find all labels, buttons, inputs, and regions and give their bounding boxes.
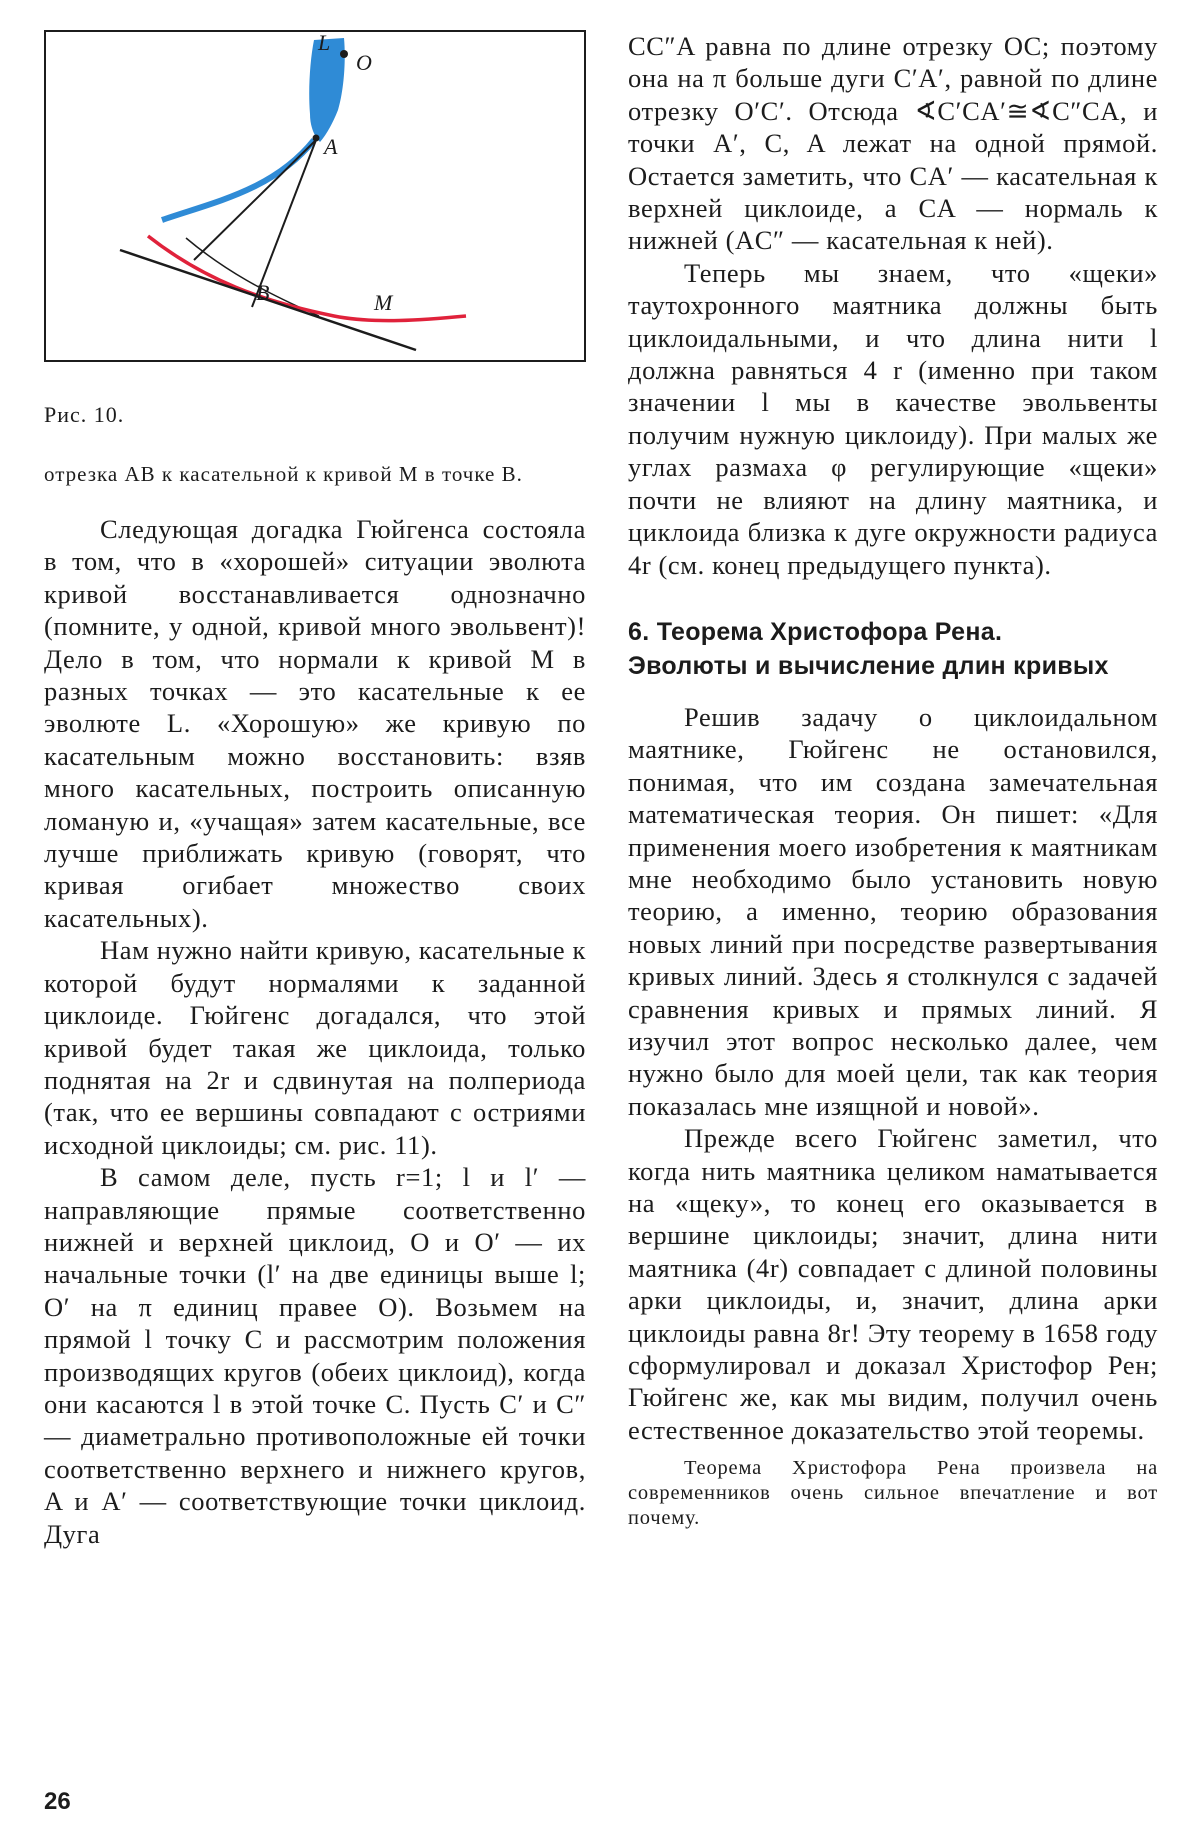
point-O-marker <box>340 50 348 58</box>
heading-line-1: 6. Теорема Христофора Рена. <box>628 617 1003 646</box>
figure-10-diagram <box>44 30 586 362</box>
left-paragraph-3: В самом деле, пусть r=1; l и l′ — направляющие прямые соответственно нижней и верхней циклоид, O и O′ — их начальные точки (l′ на две единицы выше l; O′ на π единиц правее O). Возьмем на прямой l точку C и рассмотрим положения производящих кругов (обеих циклоид), когда они касаются l в этой точке C. Пусть C′ и C″ — диаметрально противоположные ей точки соответственно верхнего и нижнего кругов, A и A′ — соответствующие точки циклоид. Дуга <box>44 1162 586 1549</box>
caption-continuation: отрезка AB к касательной к кривой M в точке B. <box>44 462 523 486</box>
label-O: O <box>356 50 372 75</box>
right-paragraph-1: Теперь мы знаем, что «щеки» таутохронного маятника должны быть циклоидальными, и что длина нити l должна равняться 4 r (именно при таком значении l мы в качестве эвольвенты получим нужную циклоиду). При малых же углах размаха φ регулирующие «щеки» почти не влияют на длину маятника, и циклоида близка к дуге окружности радиуса 4r (см. конец предыдущего пункта). <box>628 257 1158 580</box>
right-column <box>628 30 1158 1531</box>
label-L: L <box>318 30 331 55</box>
right-paragraph-3: Прежде всего Гюйгенс заметил, что когда нить маятника целиком наматывается на «щеку», то конец его оказывается в вершине циклоиды; значит, длина нити маятника (4r) совпадает с длиной половины арки циклоиды, и, значит, длина арки циклоиды равна 8r! Эту теорему в 1658 году сформулировал и доказал Христофор Рен; Гюйгенс же, как мы видим, получил очень естественное доказательство этой теоремы. <box>628 1123 1158 1445</box>
label-B: B <box>256 280 270 305</box>
page-number: 26 <box>44 1788 71 1815</box>
closing-note: Теорема Христофора Рена произвела на современников очень сильное впечатление и вот почему. <box>628 1457 1158 1530</box>
label-A: A <box>324 134 338 159</box>
heading-line-2: Эволюты и вычисление длин кривых <box>628 651 1109 680</box>
section-heading <box>628 615 1158 683</box>
left-paragraph-1: Следующая догадка Гюйгенса состояла в том, что в «хорошей» ситуации эволюта кривой восстанавливается однозначно (помните, у одной, кривой много эвольвент)! Дело в том, что нормали к кривой M в разных точках — это касательные к ее эволюте L. «Хорошую» же кривую по касательным можно восстановить: взяв много касательных, построить описанную ломаную и, «учащая» затем касательные, все лучше приближать кривую (говорят, что кривая огибает множество своих касательных). <box>44 514 586 933</box>
figure-10 <box>44 30 586 427</box>
figure-caption: Рис. 10. <box>44 402 125 427</box>
left-paragraph-2: Нам нужно найти кривую, касательные к которой будут нормалями к заданной циклоиде. Гюйгенс догадался, что этой кривой будет такая же циклоида, только поднятая на 2r и сдвинутая на полпериода (так, что ее вершины совпадают с остриями исходной циклоиды; см. рис. 11). <box>44 935 586 1160</box>
right-paragraph-2: Решив задачу о циклоидальном маятнике, Гюйгенс не остановился, понимая, что им создана замечательная математическая теория. Он пишет: «Для применения моего изобретения к маятникам мне необходимо было установить новую теорию, а именно, теорию образования новых линий при посредстве развертывания кривых линий. Здесь я столкнулся с задачей сравнения кривых и прямых линий. Я изучил этот вопрос несколько далее, чем нужно было для моей цели, так как теория показалась мне изящной и новой». <box>628 701 1158 1121</box>
label-M: M <box>374 290 393 315</box>
left-column <box>44 30 586 1550</box>
right-paragraph-0: CC″A равна по длине отрезку OC; поэтому она на π больше дуги C′A′, равной по длине отрезку O′C′. Отсюда ∢C′CA′≅∢C″CA, и точки A′, C, A лежат на одной прямой. Остается заметить, что CA′ — касательная к верхней циклоиде, а CA — нормаль к нижней (AC″ — касательная к ней). <box>628 31 1158 256</box>
point-A-marker <box>313 135 320 142</box>
